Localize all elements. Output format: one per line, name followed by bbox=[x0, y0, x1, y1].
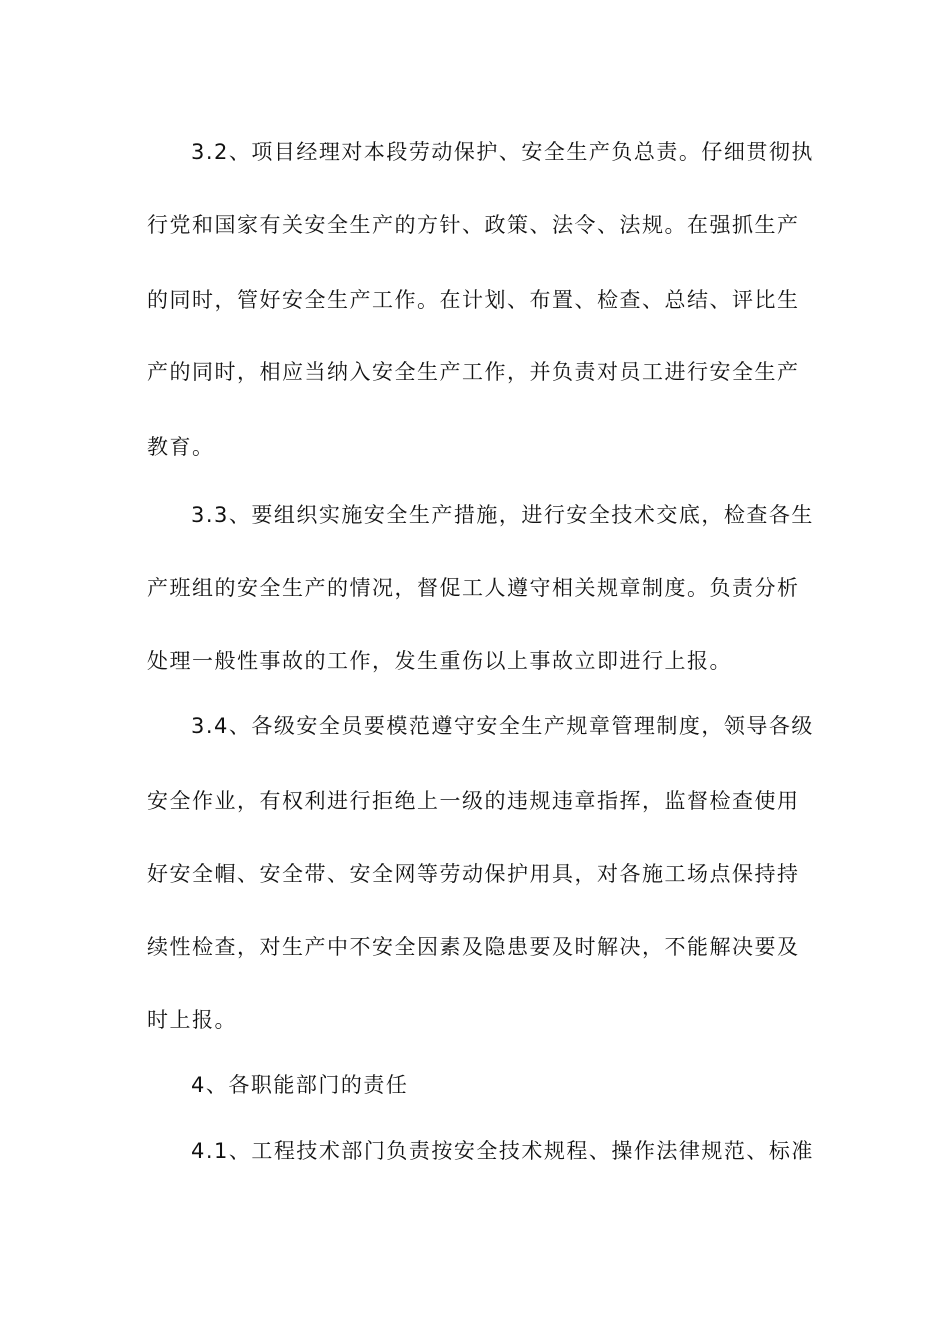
section-4-heading: 4、各职能部门的责任 bbox=[191, 1073, 409, 1097]
paragraph-3-4-line-2: 安全作业，有权利进行拒绝上一级的违规违章指挥，监督检查使用 bbox=[147, 789, 800, 813]
paragraph-3-2-line-1: 3.2、项目经理对本段劳动保护、安全生产负总责。仔细贯彻执 bbox=[191, 140, 814, 164]
paragraph-4-1-line-1: 4.1、工程技术部门负责按安全技术规程、操作法律规范、标准 bbox=[191, 1139, 814, 1163]
paragraph-3-2-line-2: 行党和国家有关安全生产的方针、政策、法令、法规。在强抓生产 bbox=[147, 213, 800, 237]
paragraph-3-2-line-5: 教育。 bbox=[147, 435, 215, 459]
paragraph-3-2-line-3: 的同时，管好安全生产工作。在计划、布置、检查、总结、评比生 bbox=[147, 288, 800, 312]
paragraph-3-2-line-4: 产的同时，相应当纳入安全生产工作，并负责对员工进行安全生产 bbox=[147, 360, 800, 384]
paragraph-3-3-line-1: 3.3、要组织实施安全生产措施，进行安全技术交底，检查各生 bbox=[191, 503, 814, 527]
paragraph-3-3-line-2: 产班组的安全生产的情况，督促工人遵守相关规章制度。负责分析 bbox=[147, 576, 800, 600]
paragraph-3-4-line-5: 时上报。 bbox=[147, 1008, 237, 1032]
paragraph-3-4-line-3: 好安全帽、安全带、安全网等劳动保护用具，对各施工场点保持持 bbox=[147, 862, 800, 886]
paragraph-3-3-line-3: 处理一般性事故的工作，发生重伤以上事故立即进行上报。 bbox=[147, 649, 732, 673]
paragraph-3-4-line-1: 3.4、各级安全员要模范遵守安全生产规章管理制度，领导各级 bbox=[191, 714, 814, 738]
paragraph-3-4-line-4: 续性检查，对生产中不安全因素及隐患要及时解决，不能解决要及 bbox=[147, 935, 800, 959]
